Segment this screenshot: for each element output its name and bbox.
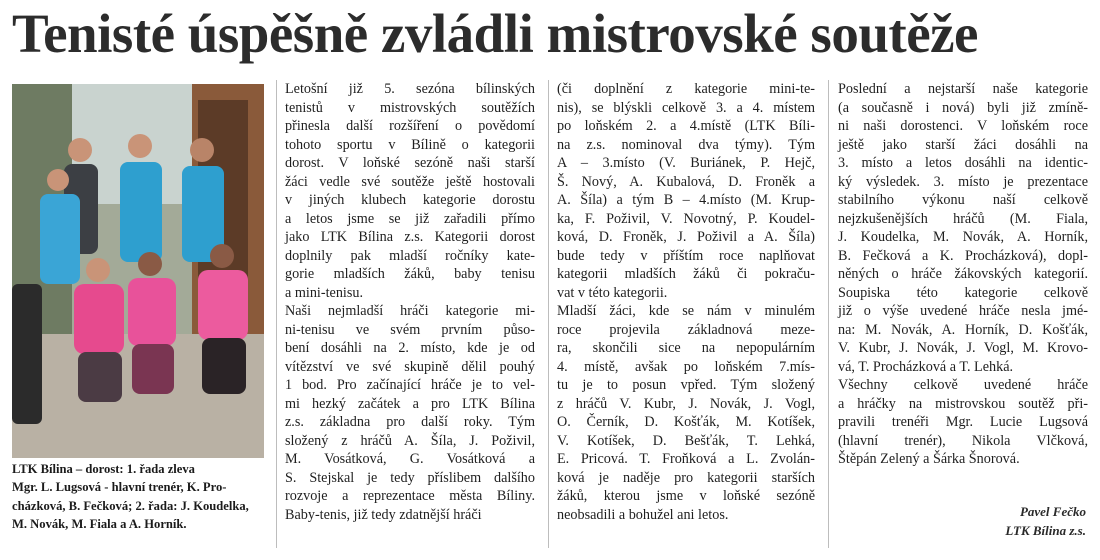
article-text-line: tohoto sportu v Bílině o kategorii [285,136,535,153]
article-text-line: Letošní již 5. sezóna bílinských [285,81,535,97]
article-text-line: ni naši dorostenci. V loňském roce [838,118,1088,134]
article-text-line: přinesla další rozšíření o povědomí [285,118,535,134]
article-text-line: dorost. V loňské sezóně naši starší [285,155,535,171]
article-text-line: mi hezký začátek a pro LTK Bílina [285,395,535,412]
article-text-line: Naši nejmladší hráči kategorie mi- [285,303,535,319]
article-text-line: vá, T. Procházková a T. Lehká. [838,358,1014,375]
article-text-line: vat v této kategorii. [557,284,668,301]
article-text-line: žáci vedle své soutěže ještě hostovali [285,173,535,190]
article-text-line: 4. místě, avšak po loňském 7.mís- [557,358,815,375]
article-text-line: Štěpán Zelený a Šárka Šnorová. [838,451,1020,467]
article-text-line: stabilního výkonu naší celkově [838,192,1088,208]
article-text-line: E. Pricová. T. Froňková a L. Zvolán- [557,451,815,467]
article-text-line: tu je to posun vpřed. Tým složený [557,377,815,393]
caption-line: cházková, B. Fečková; 2. řada: J. Koudelka, [12,498,249,513]
player-figure-front [74,244,248,402]
column-divider [548,80,549,548]
article-text-line: 1 bod. Pro začínající hráče je to vel- [285,377,535,393]
article-text-line: ještě jako starší žáci dosáhli na [838,136,1088,153]
organization-name: LTK Bílina z.s. [1005,523,1086,538]
article-text-line: na: M. Novák, A. Horník, D. Košťák, [838,321,1088,338]
article-text-line: 3. místo a letos dosáhli na identic- [838,155,1088,171]
article-text-line: Mladší žáci, kde se nám v minulém [557,303,815,319]
caption-line: LTK Bílina – dorost: 1. řada zleva [12,462,195,476]
article-text-line: z hráčů V. Kubr, J. Novák, J. Vogl, [557,395,815,412]
article-text-line: B. Fečková a K. Procházková), dopl- [838,247,1088,264]
article-text-line: něných o hráče žákovských kategorií. [838,266,1088,282]
article-text-line: S. Stejskal je tedy příslibem dalšího [285,469,535,486]
article-text-line: Všechny celkově uvedené hráče [838,377,1088,393]
article-text-line: kategorii mladších žáků či pokraču- [557,266,815,282]
article-text-line: bude tedy v příštím roce naplňovat [557,247,815,264]
article-text-line: Poslední a nejstarší naše kategorie [838,81,1088,97]
article-column-1 [285,80,535,524]
article-text-line: z.s. základna pro další roky. Tým [285,414,535,430]
article-text-line: nis), se blýskli celkově 3. a 4. místem [557,99,815,116]
article-text-line: A – 3.místo (V. Buriánek, P. Hejč, [557,155,815,171]
article-text-line: roce projevila základnová meze- [557,321,815,338]
column-divider [276,80,277,548]
article-text-line: Soupiska této kategorie celkově [838,284,1088,301]
article-text-line: tenistů v mistrovských soutěžích [285,99,535,116]
article-text-line: J. Koudelka, M. Novák, A. Horník, [838,229,1088,245]
article-text-line: V. Kotíšek, D. Bešťák, T. Lehká, [557,432,815,449]
article-text-line: M. Vosátková, G. Vosátková a [285,451,535,467]
author-name: Pavel Fečko [1019,504,1086,519]
article-text-line: bení dosáhli na 2. místo, kde je od [285,340,535,356]
article-text-line: žáků, kterou jsme v loňské sezóně [557,488,815,504]
article-headline: Tenisté úspěšně zvládli mistrovské soutěže [12,3,978,64]
article-text-line: (a současně i nová) byli již zmíně- [838,99,1088,116]
article-column-3 [838,80,1088,469]
article-text-line: již o výše uvedené hráče nesla jmé- [838,303,1088,319]
team-photo [12,84,264,458]
article-text-line: pravili trenéři Mgr. Lucie Lugsová [838,414,1088,430]
article-text-line: ková, D. Froněk, J. Poživil a A. Šíla) [557,229,815,245]
article-text-line: po loňském 2. a 4.místě (LTK Bíli- [557,118,815,134]
article-text-line: V. Kubr, J. Novák, J. Vogl, M. Krovo- [838,340,1088,356]
article-text-line: rozvoje a reprezentace města Bíliny. [285,488,535,504]
article-text-line: A. Šíla) a tým B – 4.místo (M. Krup- [557,192,815,208]
article-column-2 [557,80,815,524]
article-text-line: (hlavní trenér), Nikola Vlčková, [838,432,1088,449]
article-text-line: gorie mladších žáků, baby tenisu [285,266,535,282]
article-text-line: neobsadili a bohužel ani letos. [557,506,729,523]
article-text-line: ký výsledek. 3. místo je prezentace [838,173,1088,190]
caption-line: M. Novák, M. Fiala a A. Horník. [12,517,187,532]
article-text-line: (či doplnění z kategorie mini-te- [557,81,815,97]
article-text-line: a hráčky na mistrovskou soutěž při- [838,395,1088,412]
article-text-line: vítězství ve své skupině dělil pouhý [285,358,535,375]
article-text-line: ka, F. Poživil, V. Novotný, P. Koudel- [557,210,815,227]
article-text-line: složený z hráčů A. Šíla, J. Poživil, [285,432,535,449]
article-text-line: Baby-tenis, již tedy zdatnější hráči [285,506,482,523]
caption-line: Mgr. L. Lugsová - hlavní trenér, K. Pro- [12,480,227,495]
photo-caption [12,460,268,534]
article-text-line: jako LTK Bílina z.s. Kategorii dorost [285,229,535,245]
article-text-line: a letos jsme se již zařadili přímo [285,210,535,227]
column-divider [828,80,829,548]
article-text-line: v jiných klubech kategorie dorostu [285,192,535,208]
article-text-line: ni-tenisu ve svém prvním půso- [285,321,535,338]
article-text-line: na z.s. nominoval dva týmy). Tým [557,136,815,153]
article-text-line: a mini-tenisu. [285,284,364,301]
article-text-line: ková je naděje pro kategorii starších [557,469,815,486]
article-text-line: ra, skončili sice na nepopulárním [557,340,815,356]
article-text-line: O. Černík, D. Košťák, M. Kotíšek, [557,414,815,430]
article-text-line: doplnily pak mladší ročníky kate- [285,247,535,264]
article-text-line: Š. Nový, A. Kubalová, D. Froněk a [557,173,815,190]
byline [1005,502,1086,540]
article-text-line: nejzkušenějších hráčů (M. Fiala, [838,210,1088,227]
